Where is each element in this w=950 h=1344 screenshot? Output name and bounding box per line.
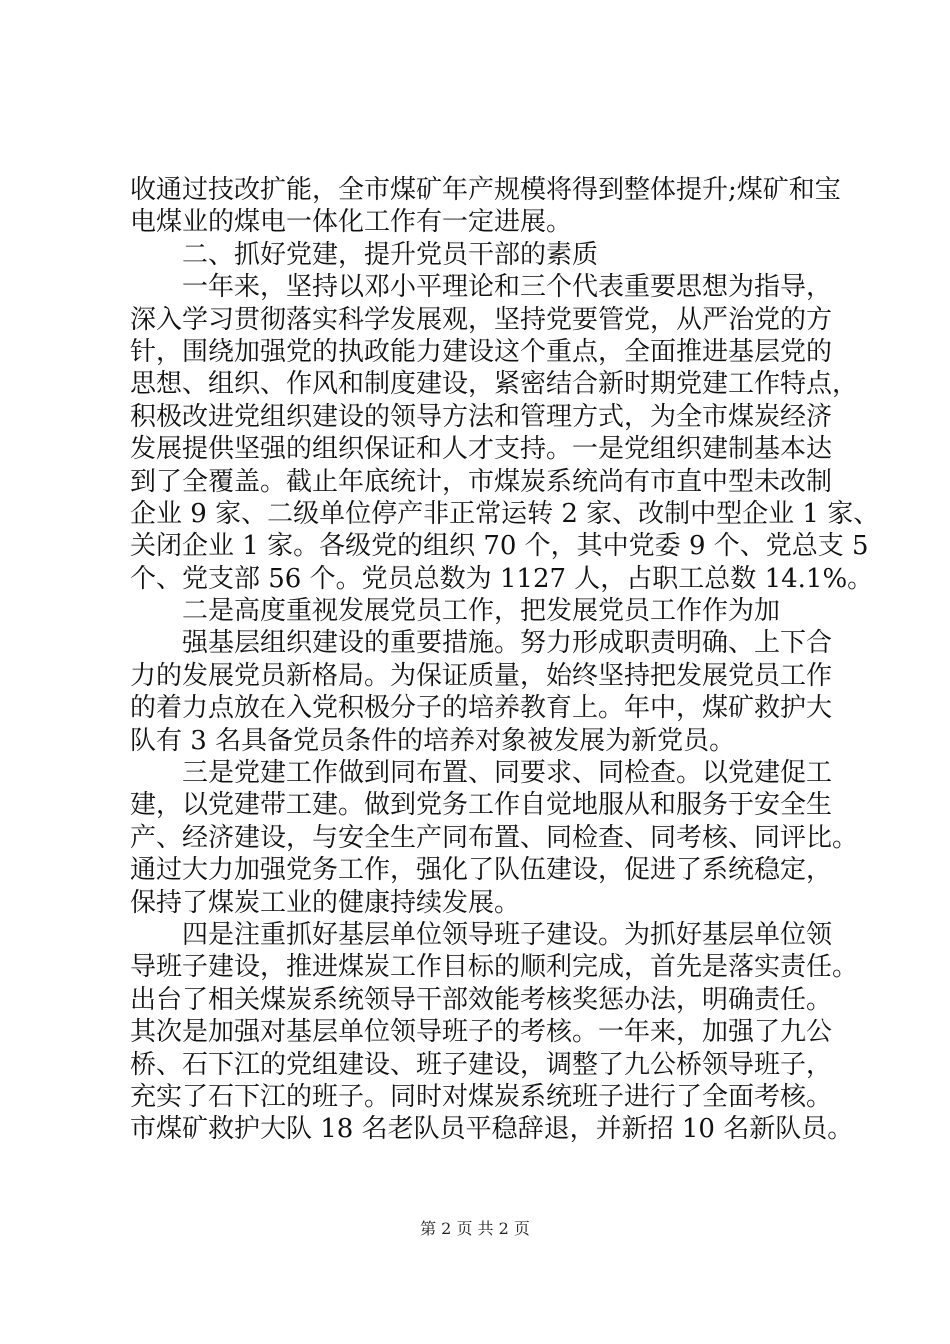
text-line-16: 力的发展党员新格局。为保证质量，始终坚持把发展党员工作 <box>130 660 833 691</box>
text-line-21: 产、经济建设，与安全生产同布置、同检查、同考核、同评比。 <box>130 822 859 853</box>
text-line-22: 通过大力加强党务工作，强化了队伍建设，促进了系统稳定， <box>130 855 833 886</box>
text-line-6: 针，围绕加强党的执政能力建设这个重点，全面推进基层党的 <box>130 336 833 367</box>
text-line-18: 队有 3 名具备党员条件的培养对象被发展为新党员。 <box>130 725 736 756</box>
text-line-14: 二是高度重视发展党员工作，把发展党员工作作为加 <box>182 596 781 627</box>
text-line-29: 充实了石下江的班子。同时对煤炭系统班子进行了全面考核。 <box>130 1081 833 1112</box>
text-line-10: 到了全覆盖。截止年底统计，市煤炭系统尚有市直中型未改制 <box>130 466 833 497</box>
text-line-7: 思想、组织、作风和制度建设，紧密结合新时期党建工作特点， <box>130 369 859 400</box>
text-line-12: 关闭企业 1 家。各级党的组织 70 个，其中党委 9 个、党总支 5 <box>130 531 869 562</box>
text-line-9: 发展提供坚强的组织保证和人才支持。一是党组织建制基本达 <box>130 434 833 465</box>
text-line-1: 收通过技改扩能，全市煤矿年产规模将得到整体提升;煤矿和宝 <box>130 175 841 205</box>
text-line-23: 保持了煤炭工业的健康持续发展。 <box>130 887 521 918</box>
text-line-27: 其次是加强对基层单位领导班子的考核。一年来，加强了九公 <box>130 1017 833 1048</box>
page-footer: 第 2 页 共 2 页 <box>420 1219 530 1238</box>
text-line-20: 建，以党建带工建。做到党务工作自觉地服从和服务于安全生 <box>130 790 833 821</box>
text-line-4: 一年来，坚持以邓小平理论和三个代表重要思想为指导， <box>182 272 833 303</box>
text-line-11: 企业 9 家、二级单位停产非正常运转 2 家、改制中型企业 1 家、 <box>130 498 880 529</box>
text-line-17: 的着力点放在入党积极分子的培养教育上。年中，煤矿救护大 <box>130 693 833 724</box>
text-line-30: 市煤矿救护大队 18 名老队员平稳辞退，并新招 10 名新队员。 <box>130 1114 854 1145</box>
text-line-2: 电煤业的煤电一体化工作有一定进展。 <box>130 207 573 238</box>
text-line-19: 三是党建工作做到同布置、同要求、同检查。以党建促工 <box>182 758 833 789</box>
text-line-15: 强基层组织建设的重要措施。努力形成职责明确、上下合 <box>182 628 833 659</box>
text-line-24: 四是注重抓好基层单位领导班子建设。为抓好基层单位领 <box>182 919 833 950</box>
document-body <box>130 174 880 1146</box>
text-line-8: 积极改进党组织建设的领导方法和管理方式，为全市煤炭经济 <box>130 401 833 432</box>
text-line-25: 导班子建设，推进煤炭工作目标的顺利完成，首先是落实责任。 <box>130 952 859 983</box>
section-heading: 二、抓好党建，提升党员干部的素质 <box>182 239 599 270</box>
text-line-5: 深入学习贯彻落实科学发展观，坚持党要管党，从严治党的方 <box>130 304 833 335</box>
text-line-13: 个、党支部 56 个。党员总数为 1127 人，占职工总数 14.1%。 <box>130 563 874 594</box>
text-line-26: 出台了相关煤炭系统领导干部效能考核奖惩办法，明确责任。 <box>130 984 833 1015</box>
text-line-28: 桥、石下江的党组建设、班子建设，调整了九公桥领导班子， <box>130 1049 833 1080</box>
